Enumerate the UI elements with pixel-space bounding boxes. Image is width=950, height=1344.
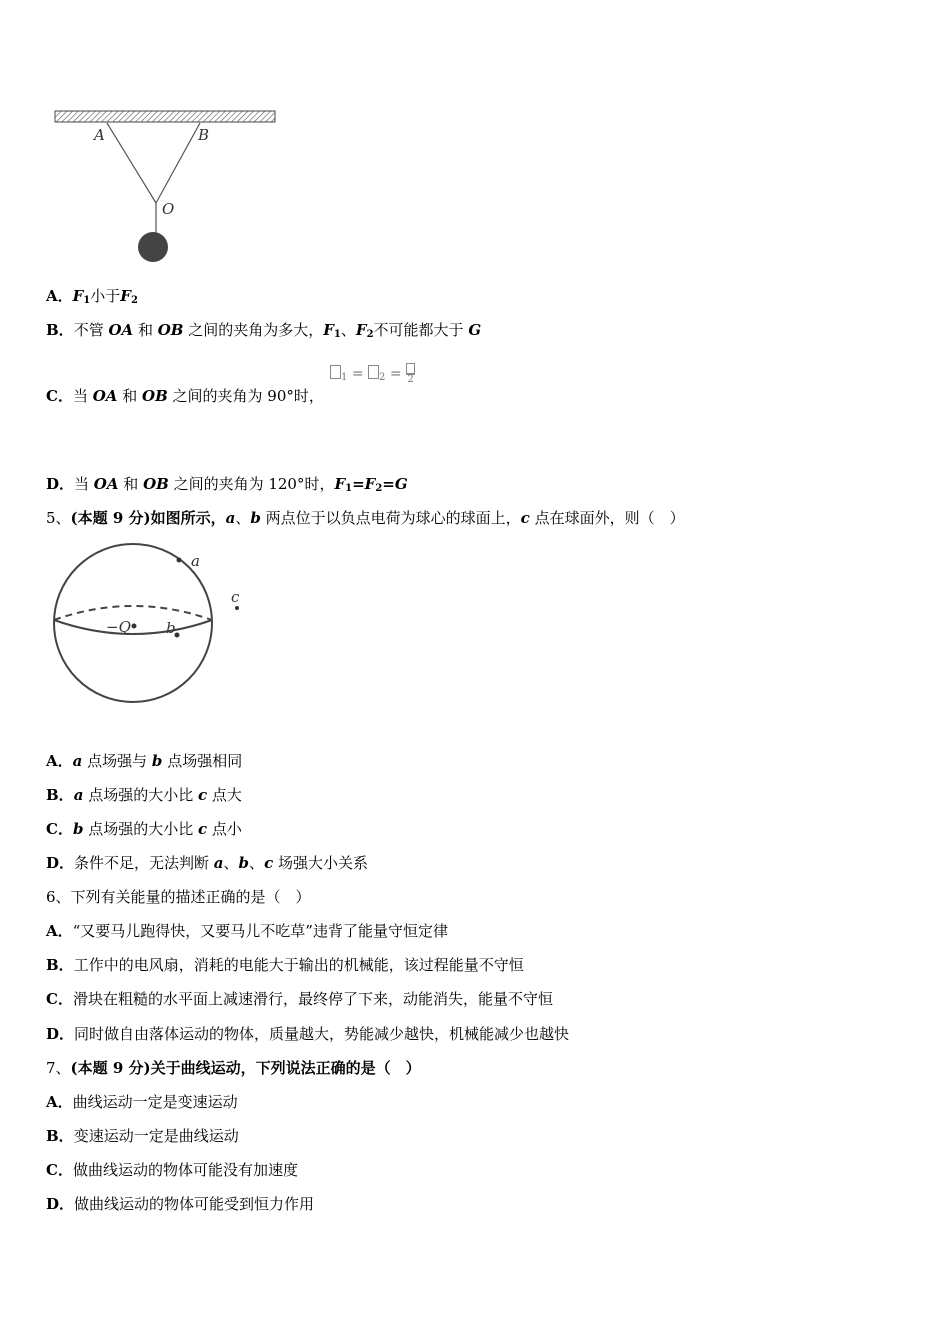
label-a: A <box>94 126 105 144</box>
q5-option-a: A．a 点场强与 b 点场强相同 <box>46 752 243 770</box>
string-oa <box>107 123 156 203</box>
q4-option-b: B．不管 OA 和 OB 之间的夹角为多大，$F_1$、$F_2$不可能都大于 G <box>46 321 482 340</box>
equator-back <box>54 606 212 620</box>
q7-option-c: C．做曲线运动的物体可能没有加速度 <box>46 1161 298 1179</box>
figure-sphere <box>48 540 258 710</box>
q5-option-b: B．a 点场强的大小比 c 点大 <box>46 786 242 804</box>
label-q: −Q <box>106 618 131 636</box>
figure-hanging-ball <box>50 105 285 270</box>
q6-option-c: C．滑块在粗糙的水平面上减速滑行，最终停了下来，动能消失，能量不守恒 <box>46 990 553 1008</box>
q7-stem: 7、(本题 9 分)关于曲线运动，下列说法正确的是（ ） <box>46 1059 421 1077</box>
q5-stem: 5、(本题 9 分)如图所示，a、b 两点位于以负点电荷为球心的球面上，c 点在球面外，则（ ） <box>46 509 685 527</box>
label-b: B <box>198 126 210 144</box>
q5-option-c: C．b 点场强的大小比 c 点小 <box>46 820 242 838</box>
q7-option-b: B．变速运动一定是曲线运动 <box>46 1127 239 1145</box>
point-q <box>132 624 137 629</box>
q7-option-d: D．做曲线运动的物体可能受到恒力作用 <box>46 1195 315 1213</box>
q4-option-a: A．$F_1$小于$F_2$ <box>46 287 138 306</box>
q4-formula: $_1$ = $_2$ = 2 <box>330 363 415 385</box>
q4-option-c: C．当 OA 和 OB 之间的夹角为 90°时， <box>46 387 324 405</box>
q6-stem: 6、下列有关能量的描述正确的是（ ） <box>46 888 311 906</box>
sphere-outline <box>54 544 212 702</box>
q6-option-b: B．工作中的电风扇，消耗的电能大于输出的机械能，该过程能量不守恒 <box>46 956 524 974</box>
q6-option-a: A．“又要马儿跑得快，又要马儿不吃草”违背了能量守恒定律 <box>46 922 448 940</box>
label-o: O <box>162 200 175 218</box>
q6-option-d: D．同时做自由落体运动的物体，质量越大，势能减少越快，机械能减少也越快 <box>46 1025 570 1043</box>
label-a: a <box>191 552 200 570</box>
label-c: c <box>231 588 240 606</box>
q7-option-a: A．曲线运动一定是变速运动 <box>46 1093 238 1111</box>
point-c <box>235 606 239 610</box>
string-ob <box>156 123 200 203</box>
ball <box>138 232 168 262</box>
point-a <box>177 558 182 563</box>
label-b: b <box>166 619 176 637</box>
ceiling <box>55 111 275 122</box>
q5-option-d: D．条件不足，无法判断 a、b、c 场强大小关系 <box>46 854 368 872</box>
q4-option-d: D．当 OA 和 OB 之间的夹角为 120°时，$F_1=F_2=G$ <box>46 475 408 494</box>
